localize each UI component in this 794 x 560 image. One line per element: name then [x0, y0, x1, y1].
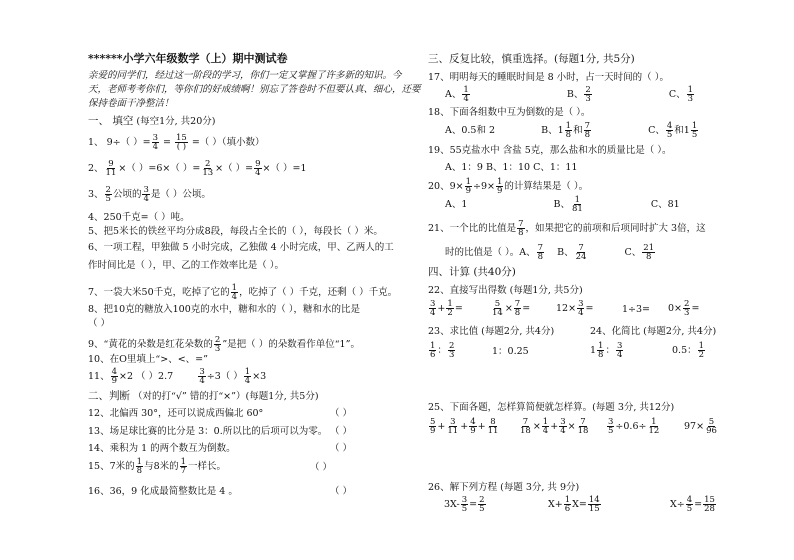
q20-option-a[interactable]: A、1 — [445, 199, 468, 210]
question-6-line-1: 6、一项工程，甲独做 5 小时完成，乙独做 4 小时完成，甲、乙两人的工 — [88, 242, 394, 253]
q1-text-b: =（ ）（填小数） — [188, 137, 265, 148]
question-21-line-2: 时的比值是（ ）。A、 $\frac{7}{8}$ B、 $\frac{7}{24}$ C、 $\frac{21}{8}$ — [445, 243, 655, 262]
q17-option-a[interactable]: $\frac{1}{4}$ — [463, 85, 469, 104]
q16-answer-paren[interactable]: （ ） — [330, 486, 353, 497]
exam-title: ******小学六年级数学（上）期中测试卷 — [88, 52, 288, 65]
question-11: 11、 $\frac{4}{9}$ ×2 （ ）2.7 $\frac{3}{4}$ ÷3（ ） $\frac{1}{4}$ ×3 — [88, 367, 267, 386]
question-1 — [88, 134, 265, 151]
q22-item-1: $\frac{3}{4}$ + $\frac{1}{2}$ = — [430, 299, 463, 318]
q14-answer-paren[interactable]: （ ） — [330, 443, 353, 454]
q21-option-c[interactable]: $\frac{21}{8}$ — [643, 243, 655, 262]
q20-fraction-1: $\frac{1}{9}$ — [465, 177, 472, 196]
q18-option-b[interactable]: B、1 $\frac{1}{8}$ 和 $\frac{7}{8}$ — [541, 121, 590, 140]
q11-fraction-1: $\frac{4}{9}$ — [111, 367, 118, 386]
q22-item-2: $\frac{5}{14}$ × $\frac{7}{8}$ = — [492, 299, 531, 318]
q11-fraction-3: $\frac{1}{4}$ — [244, 367, 251, 386]
q17-options: A、 $\frac{1}{4}$ B、 $\frac{2}{3}$ C、 $\frac{1}{3}$ — [445, 85, 694, 104]
q20-option-c[interactable]: C、81 — [650, 199, 680, 210]
question-22: 22、直接写出得数 (每题1分, 共5分) — [428, 285, 583, 296]
question-26: 26、解下列方程 (每题 3分, 共 9分) — [428, 482, 580, 493]
question-3: 3、 $\frac{2}{5}$ 公顷的 $\frac{3}{4}$ 是（ ）公顷。 — [88, 185, 211, 204]
q15-fraction-1: $\frac{1}{8}$ — [136, 457, 143, 476]
q25-expression-3: $\frac{3}{5}$ ÷0.6÷ $\frac{1}{12}$ — [608, 417, 660, 436]
q12-answer-paren[interactable]: （ ） — [330, 408, 353, 419]
q15-answer-paren[interactable]: （ ） — [310, 462, 333, 473]
q25-expression-2: $\frac{7}{18}$ × $\frac{1}{4}$ + $\frac{3}{4}$ × $\frac{7}{18}$ — [520, 417, 589, 436]
section-2-heading — [88, 390, 319, 403]
section-3-heading: 三、反复比较，慎重选择。(每题1分, 共5分) — [428, 53, 635, 65]
q26-equation-1: 3X- $\frac{3}{5}$ = $\frac{2}{5}$ — [444, 495, 485, 514]
q19-options[interactable]: A、1：9 B、1：10 C、1：11 — [445, 162, 578, 173]
q24-item-2: 0.5： $\frac{1}{2}$ — [672, 341, 705, 360]
q7-fraction: $\frac{1}{4}$ — [231, 283, 238, 302]
question-6-line-2: 作时间比是（ ），甲、乙的工作效率比是（ ）。 — [88, 260, 285, 271]
q21-option-a[interactable]: $\frac{7}{8}$ — [537, 243, 544, 262]
question-9: 9、“黄花的朵数是红花朵数的 $\frac{2}{3}$ ”是把（ ）的朵数看作单位“1”。 — [88, 335, 360, 354]
q21-fraction: $\frac{7}{8}$ — [518, 219, 524, 238]
section-1-heading — [88, 115, 215, 128]
q17-option-c[interactable]: $\frac{1}{3}$ — [687, 85, 694, 104]
q22-item-4: 1÷3= — [622, 304, 651, 315]
question-19: 19、55克盐水中 含盐 5克，那么盐和水的质量比是（ ）。 — [428, 145, 672, 156]
question-13: 13、场足球比赛的比分是 3：0.所以比的后项可以为零。 — [88, 426, 328, 437]
section-1-score: (每空1分, 共20分) — [136, 116, 216, 127]
q22-item-5: 0× $\frac{2}{3}$ = — [668, 299, 700, 318]
intro-line-1: 亲爱的同学们，经过这一阶段的学习，你们一定又掌握了许多新的知识。今 — [88, 70, 402, 81]
q18-options — [445, 122, 699, 139]
q20-options — [445, 196, 680, 213]
q21-option-b[interactable]: $\frac{7}{24}$ — [575, 243, 587, 262]
q18-option-a[interactable]: A、0.5和 2 — [445, 125, 496, 136]
q2-fraction-3: $\frac{9}{4}$ — [255, 159, 261, 178]
q25-expression-1: $\frac{5}{9}$ + $\frac{3}{11}$ + $\frac{4}{9}$ + $\frac{8}{11}$ — [430, 417, 499, 436]
intro-line-3: 保持卷面干净整洁！ — [88, 98, 174, 109]
q20-option-b[interactable]: B、 $\frac{1}{81}$ — [553, 195, 583, 214]
intro-line-2: 天，老师考考你们，等你们的好成绩啊！别忘了答卷时不但要认真、细心，还要 — [88, 84, 421, 95]
q2-fraction-1: $\frac{9}{11}$ — [105, 159, 117, 178]
q1-text-a: 1、 9÷（ ）= — [88, 137, 151, 148]
q2-fraction-2: $\frac{2}{13}$ — [202, 159, 214, 178]
q13-answer-paren[interactable]: （ ） — [330, 426, 353, 437]
q11-fraction-2: $\frac{3}{4}$ — [199, 367, 205, 386]
question-24: 24、化简比 (每题2分, 共4分) — [590, 326, 717, 337]
question-7: 7、一袋大米50千克，吃掉了它的 $\frac{1}{4}$ ，吃掉了（ ）千克，还剩（ ）千克。 — [88, 283, 398, 302]
question-8: 8、把10克的糖放入100克的水中，糖和水的（ ），糖和水的比是 — [88, 304, 361, 315]
question-21: 21、一个比的比值是 $\frac{7}{8}$ ，如果把它的前项和后项同时扩大 3倍，这 — [428, 219, 706, 238]
section-2-rule: （对的打“√” 错的打“×”）(每题1分, 共5分) — [133, 391, 319, 402]
q17-option-b[interactable]: $\frac{2}{3}$ — [585, 85, 591, 104]
q23-item-2: 1：0.25 — [492, 346, 529, 357]
q1-eq: = — [159, 137, 174, 148]
question-15: 15、7米的 $\frac{1}{8}$ 与8米的 $\frac{1}{7}$ 一样长。 — [88, 457, 227, 476]
question-25: 25、下面各题，怎样算简便就怎样算。(每题 3分, 共12分) — [428, 402, 675, 413]
section-4-heading: 四、计算 (共40分) — [428, 266, 516, 278]
q26-equation-2: X+ $\frac{1}{6}$ X= $\frac{14}{15}$ — [548, 495, 600, 514]
section-1-title: 一、 填空 — [88, 115, 134, 127]
question-16: 16、36，9 化成最简整数比是 4 。 — [88, 486, 238, 497]
q1-fraction-2: 15 ( ) — [175, 133, 187, 152]
q18-option-c[interactable]: C、 $\frac{4}{5}$ 和1 $\frac{1}{5}$ — [648, 121, 698, 140]
q3-fraction-1: $\frac{2}{5}$ — [105, 185, 111, 204]
section-2-title: 二、判断 — [88, 390, 130, 402]
question-18: 18、下面各组数中互为倒数的是（ ）。 — [428, 107, 591, 118]
q24-item-1: 1 $\frac{1}{8}$ ： $\frac{3}{4}$ — [590, 341, 623, 360]
question-2: 2、 $\frac{9}{11}$ ×（ ）=6×（ ）= $\frac{2}{13}$ ×（ ）= $\frac{9}{4}$ ×（ ）=1 — [88, 159, 307, 178]
q3-fraction-2: $\frac{3}{4}$ — [143, 185, 149, 204]
question-20: 20、9× $\frac{1}{9}$ ÷9× $\frac{1}{9}$ 的计算结果是（ ）。 — [428, 177, 589, 196]
question-10: 10、在O里填上“>、<、=” — [88, 354, 208, 365]
q15-fraction-2: $\frac{1}{7}$ — [180, 457, 187, 476]
q22-item-3: 12× $\frac{3}{4}$ = — [556, 299, 594, 318]
q1-fraction-1: $\frac{3}{4}$ — [152, 133, 158, 152]
q25-expression-4: 97× $\frac{5}{96}$ — [684, 417, 717, 436]
question-12: 12、北偏西 30°，还可以说成西偏北 60° — [88, 408, 264, 419]
question-5: 5、把5米长的铁丝平均分成8段，每段占全长的（ ），每段长（ ）米。 — [88, 226, 383, 237]
q20-fraction-2: $\frac{1}{9}$ — [496, 177, 503, 196]
question-14: 14、乘积为 1 的两个数互为倒数。 — [88, 443, 236, 454]
question-8-line-2: （ ） — [88, 318, 111, 329]
question-23: 23、求比值 (每题2分, 共4分) — [428, 326, 555, 337]
q23-item-1: $\frac{1}{6}$ ： $\frac{2}{3}$ — [430, 341, 455, 360]
q26-equation-3: X÷ $\frac{4}{5}$ = $\frac{15}{28}$ — [670, 495, 715, 514]
question-4: 4、250千克=（ ）吨。 — [88, 212, 190, 223]
q9-fraction: $\frac{2}{3}$ — [214, 335, 221, 354]
question-17: 17、明明每天的睡眠时间是 8 小时，占一天时间的（ ）。 — [428, 72, 669, 83]
